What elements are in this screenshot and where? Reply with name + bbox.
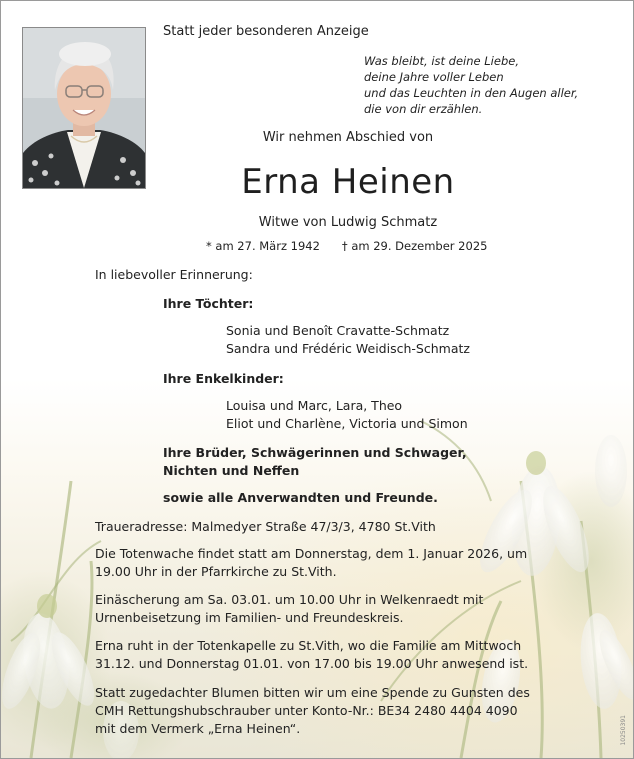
poem-line: die von dir erzählen. [364, 102, 483, 116]
life-dates [206, 239, 487, 253]
paragraph-line: Die Totenwache findet statt am Donnerstag, dem 1. Januar 2026, um [95, 546, 528, 561]
farewell-line: Wir nehmen Abschied von [262, 130, 434, 145]
widow-of-line: Witwe von Ludwig Schmatz [258, 215, 438, 230]
list-item: Sonia und Benoît Cravatte-Schmatz [226, 323, 450, 338]
list-item: Sandra und Frédéric Weidisch-Schmatz [226, 341, 470, 356]
list-item: Louisa und Marc, Lara, Theo [226, 398, 403, 413]
mourning-address: Traueradresse: Malmedyer Straße 47/3/3, 4780 St.Vith [95, 519, 436, 534]
paragraph-line: Erna ruht in der Totenkapelle zu St.Vith, wo die Familie am Mittwoch [95, 638, 522, 653]
poem-line: Was bleibt, ist deine Liebe, [364, 54, 519, 68]
siblings-line: Nichten und Neffen [163, 463, 300, 478]
daughters-list [226, 322, 470, 358]
birth-date: * am 27. März 1942 [206, 239, 320, 253]
reference-code: 10250391 [620, 715, 627, 746]
cremation-info [95, 591, 483, 627]
siblings-line: Ihre Brüder, Schwägerinnen und Schwager, [163, 445, 467, 460]
chapel-info [95, 637, 528, 673]
siblings-label [163, 444, 467, 480]
poem-line: deine Jahre voller Leben [364, 70, 504, 84]
poem [364, 53, 578, 117]
list-item: Eliot und Charlène, Victoria und Simon [226, 416, 468, 431]
paragraph-line: 31.12. und Donnerstag 01.01. von 17.00 bis 19.00 Uhr anwesend ist. [95, 656, 529, 671]
paragraph-line: CMH Rettungshubschrauber unter Konto-Nr.: BE34 2480 4404 4090 [95, 703, 518, 718]
relatives-line: sowie alle Anverwandten und Freunde. [163, 490, 438, 505]
memory-intro: In liebevoller Erinnerung: [95, 267, 253, 282]
paragraph-line: Urnenbeisetzung im Familien- und Freundeskreis. [95, 610, 404, 625]
grandchildren-label: Ihre Enkelkinder: [163, 371, 284, 386]
paragraph-line: Statt zugedachter Blumen bitten wir um eine Spende zu Gunsten des [95, 685, 530, 700]
header-line: Statt jeder besonderen Anzeige [163, 24, 369, 39]
death-date: † am 29. Dezember 2025 [341, 239, 488, 253]
donation-info [95, 684, 530, 738]
paragraph-line: Einäscherung am Sa. 03.01. um 10.00 Uhr in Welkenraedt mit [95, 592, 484, 607]
grandchildren-list [226, 397, 468, 433]
wake-info [95, 545, 527, 581]
poem-line: und das Leuchten in den Augen aller, [364, 86, 579, 100]
deceased-name: Erna Heinen [241, 162, 455, 202]
paragraph-line: mit dem Vermerk „Erna Heinen“. [95, 721, 301, 736]
paragraph-line: 19.00 Uhr in der Pfarrkirche zu St.Vith. [95, 564, 337, 579]
daughters-label: Ihre Töchter: [163, 296, 254, 311]
